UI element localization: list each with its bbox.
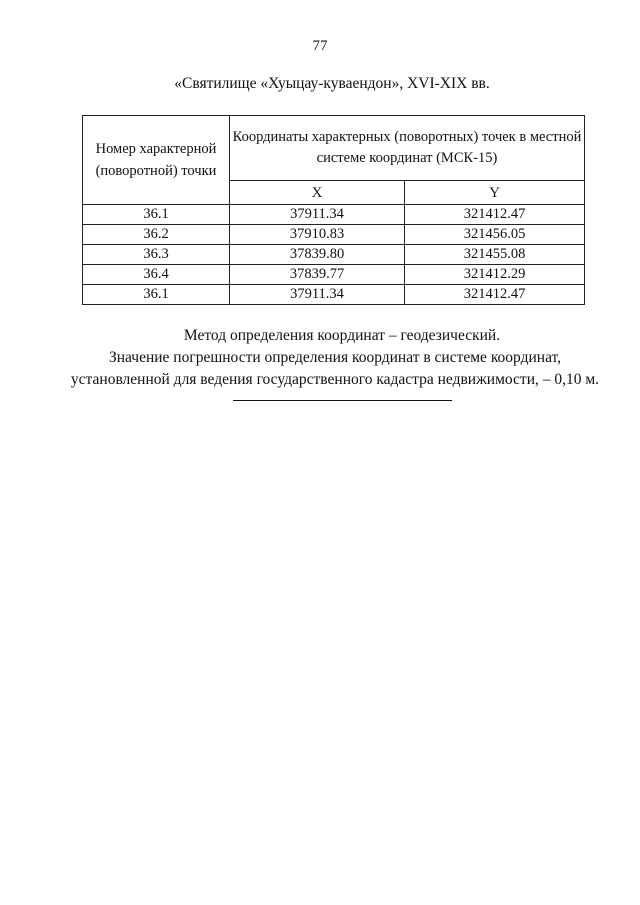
point-cell: 36.3	[83, 245, 230, 265]
x-cell: 37839.77	[230, 265, 405, 285]
point-cell: 36.4	[83, 265, 230, 285]
point-cell: 36.1	[83, 285, 230, 305]
header-x: X	[230, 181, 405, 205]
x-cell: 37911.34	[230, 205, 405, 225]
table-row	[83, 265, 585, 285]
coordinates-table	[82, 115, 585, 305]
header-point-number: Номер характерной (поворотной) точки	[83, 116, 230, 205]
x-cell: 37911.34	[230, 285, 405, 305]
accuracy-note: Значение погрешности определения координат в системе координат, установленной для ведения государственного кадастра недвижимости, – 0,10 м.	[70, 349, 600, 388]
table-row	[83, 225, 585, 245]
method-note: Метод определения координат – геодезический.	[183, 327, 501, 344]
header-y: Y	[405, 181, 585, 205]
document-title: «Святилище «Хуыцау-куваендон», XVI-XIX вв.	[174, 75, 490, 92]
y-cell: 321455.08	[405, 245, 585, 265]
point-cell: 36.2	[83, 225, 230, 245]
y-cell: 321456.05	[405, 225, 585, 245]
table-row	[83, 285, 585, 305]
y-cell: 321412.29	[405, 265, 585, 285]
x-cell: 37839.80	[230, 245, 405, 265]
table-row	[83, 245, 585, 265]
table-row	[83, 205, 585, 225]
page-number: 77	[312, 38, 328, 54]
y-cell: 321412.47	[405, 285, 585, 305]
x-cell: 37910.83	[230, 225, 405, 245]
header-coordinates: Координаты характерных (поворотных) точек в местной системе координат (МСК-15)	[230, 116, 585, 181]
y-cell: 321412.47	[405, 205, 585, 225]
point-cell: 36.1	[83, 205, 230, 225]
end-divider	[233, 400, 452, 401]
